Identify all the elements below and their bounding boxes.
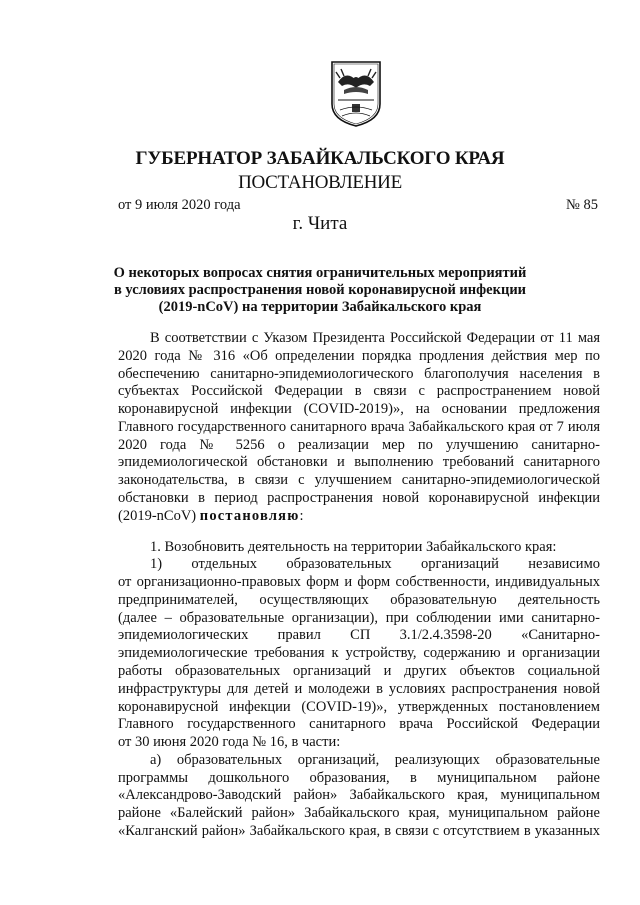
text-line: 2020 года № 316 «Об определении порядка продления действия мер по <box>118 348 600 364</box>
text-line: обстановки в период распространения новой коронавирусной инфекции <box>118 490 600 506</box>
text-line: работы образовательных организаций и других объектов социальной <box>118 663 600 679</box>
text-line: «Александрово-Заводский район» Забайкальского края, муниципальном <box>118 787 600 803</box>
heading-line: О некоторых вопросах снятия ограничительных мероприятий <box>113 265 527 281</box>
text-line: районе «Балейский район» Забайкальского края, муниципальном районе <box>118 805 600 821</box>
heading-line: в условиях распространения новой коронавирусной инфекции <box>113 282 527 298</box>
document-date: от 9 июля 2020 года <box>118 197 241 213</box>
text-line: эпидемиологические требования к устройству, содержанию и организации <box>118 645 600 661</box>
text-line: от организационно-правовых форм и форм собственности, индивидуальных <box>118 574 600 590</box>
issuing-authority: ГУБЕРНАТОР ЗАБАЙКАЛЬСКОГО КРАЯ <box>135 148 505 169</box>
text-line: инфраструктуры для детей и молодежи в условиях распространения новой <box>118 681 600 697</box>
text-line: эпидемиологических правил СП 3.1/2.4.3598-20 «Санитарно- <box>118 627 600 643</box>
keyword-postanovlyayu: постановляю <box>199 508 300 524</box>
text-line: обеспечению санитарно-эпидемиологического благополучия населения в <box>118 366 600 382</box>
text-line: программы дошкольного образования, в муниципальном районе <box>118 770 600 786</box>
text-line <box>118 508 600 526</box>
point-1: 1. Возобновить деятельность на территории Забайкальского края: <box>150 539 557 555</box>
text-line: предпринимателей, осуществляющих образовательную деятельность <box>118 592 600 608</box>
document-type: ПОСТАНОВЛЕНИЕ <box>238 172 402 193</box>
text-line: субъектах Российской Федерации в связи с распространением новой <box>118 383 600 399</box>
text-line: коронавирусной инфекции (COVID-2019)», на основании предложения <box>118 401 600 417</box>
text-span: : <box>299 508 304 524</box>
text-line: коронавирусной инфекции (COVID-19)», утвержденных постановлением <box>118 699 600 715</box>
text-line: эпидемиологической обстановки и выполнению требований санитарного <box>118 454 600 470</box>
text-line: (далее – образовательные организации), при соблюдении ими санитарно- <box>118 610 600 626</box>
city: г. Чита <box>292 213 348 234</box>
text-span: (2019-nCoV) <box>118 508 197 524</box>
text-line: «Калганский район» Забайкальского края, в связи с отсутствием в указанных <box>118 823 600 839</box>
heading-line: (2019-nCoV) на территории Забайкальского края <box>158 299 482 315</box>
text-line: В соответствии с Указом Президента Российской Федерации от 11 мая <box>150 330 600 346</box>
text-line: а) образовательных организаций, реализующих образовательные <box>150 752 600 768</box>
text-line: 1) отдельных образовательных организаций независимо <box>150 556 600 572</box>
coat-of-arms-emblem <box>330 60 382 128</box>
text-line: от 30 июня 2020 года № 16, в части: <box>118 734 341 750</box>
text-line: Главного государственного санитарного врача Российской Федерации <box>118 716 600 732</box>
document-number: № 85 <box>566 197 598 213</box>
text-line: 2020 года № 5256 о реализации мер по улучшению санитарно- <box>118 437 600 453</box>
text-line: Главного государственного санитарного врача Забайкальского края от 7 июля <box>118 419 600 435</box>
text-line: законодательства, в связи с улучшением санитарно-эпидемиологической <box>118 472 600 488</box>
